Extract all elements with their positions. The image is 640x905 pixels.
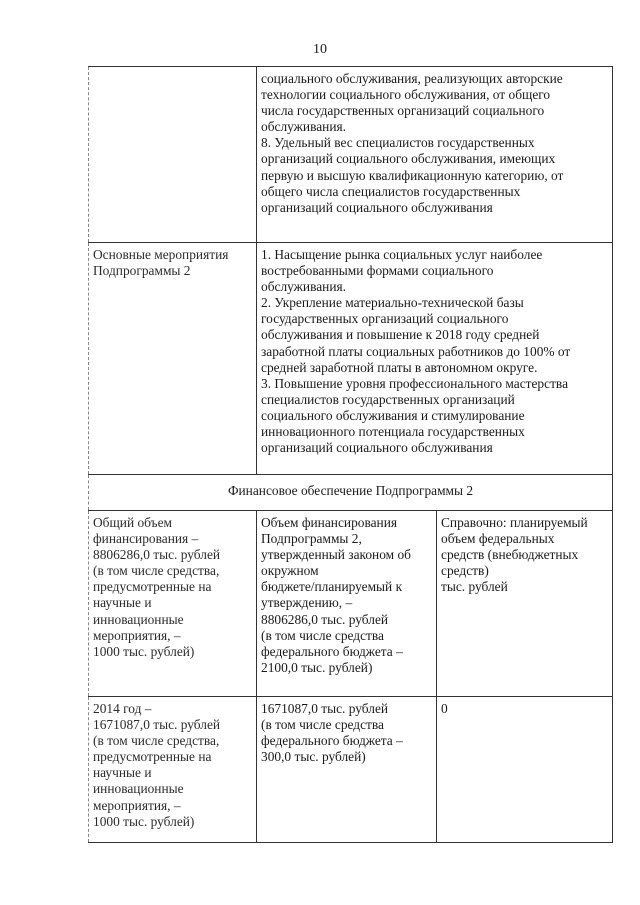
year-2014-total-cell xyxy=(89,697,257,843)
approved-financing-cell xyxy=(257,511,437,697)
table-row-year-2014 xyxy=(89,697,613,843)
main-measures-label: Основные мероприятия Подпрограммы 2 xyxy=(93,247,229,279)
main-measures-text-cell xyxy=(257,243,613,475)
year-2014-total-text: 2014 год – 1671087,0 тыс. рублей (в том числе средства, предусмотренные на научные и инновационные мероприятия, – 1000 тыс. рублей) xyxy=(93,701,221,829)
total-financing-cell xyxy=(89,511,257,697)
federal-funds-cell xyxy=(437,511,613,697)
table-row-indicators-continuation xyxy=(89,67,613,243)
page-number: 10 xyxy=(313,42,327,57)
approved-financing-text: Объем финансирования Подпрограммы 2, утвержденный законом об окружном бюджете/планируемый к утверждению, – 8806286,0 тыс. рублей (в том числе средства федерального бюджета – 2100,0 тыс. рублей) xyxy=(261,515,411,675)
main-measures-label-cell xyxy=(89,243,257,475)
indicators-label-cell xyxy=(89,67,257,243)
total-financing-text: Общий объем финансирования – 8806286,0 тыс. рублей (в том числе средства, предусмотренные на научные и инновационные мероприятия, – 1000 тыс. рублей) xyxy=(93,515,221,659)
subprogram-passport-table xyxy=(88,66,613,843)
year-2014-federal-text: 0 xyxy=(441,701,448,716)
main-measures-text: 1. Насыщение рынка социальных услуг наиболее востребованными формами социального обслуживания. 2. Укрепление материально-технической базы государственных организаций социального обслуживания и повышение к 2018 году средней заработной платы социальных работников до 100% от средней заработной платы в автономном округе. 3. Повышение уровня профессионального мастерства специалистов государственных организаций социального обслуживания и стимулирование инновационного потенциала государственных организаций социального обслуживания xyxy=(261,247,571,456)
table-row-total-financing xyxy=(89,511,613,697)
year-2014-federal-cell xyxy=(437,697,613,843)
financing-header-cell xyxy=(89,475,613,511)
indicators-text-cell xyxy=(257,67,613,243)
table-row-main-measures xyxy=(89,243,613,475)
year-2014-approved-cell xyxy=(257,697,437,843)
year-2014-approved-text: 1671087,0 тыс. рублей (в том числе средства федерального бюджета – 300,0 тыс. рублей) xyxy=(261,701,403,765)
federal-funds-text: Справочно: планируемый объем федеральных средств (внебюджетных средств) тыс. рублей xyxy=(441,515,588,595)
indicators-text: социального обслуживания, реализующих авторские технологии социального обслуживания, от общего числа государственных организаций социального обслуживания. 8. Удельный вес специалистов государственных организаций социального обслуживания, имеющих первую и высшую квалификационную категорию, от общего числа специалистов государственных организаций социального обслуживания xyxy=(261,71,564,215)
financing-header: Финансовое обеспечение Подпрограммы 2 xyxy=(227,483,474,498)
table-row-financing-header xyxy=(89,475,613,511)
